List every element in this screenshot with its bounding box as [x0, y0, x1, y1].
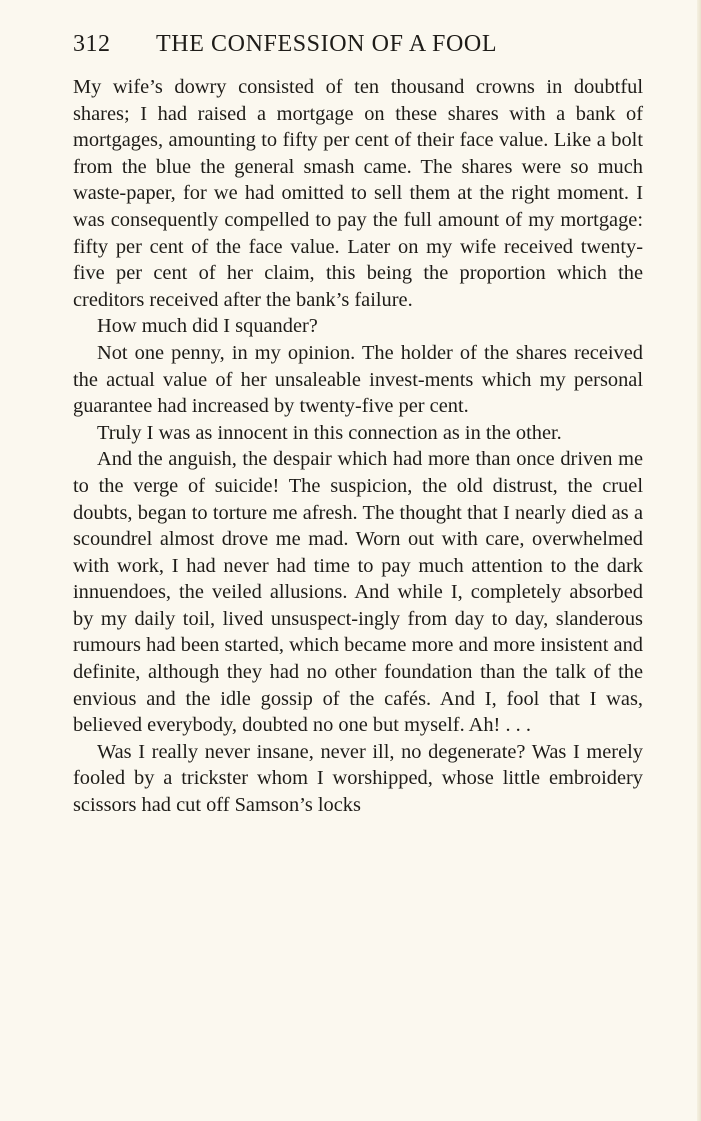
paragraph: How much did I squander? [97, 315, 318, 338]
page-edge [697, 0, 701, 1121]
paragraph: Truly I was as innocent in this connection as in the other. [97, 421, 562, 444]
paragraph: And the anguish, the despair which had more than once driven me to the verge of suicide! The suspicion, the old distrust, the cruel doubts, began to torture me afresh. The thought that I nearly died as a scoundrel almost drove me mad. Worn out with care, overwhelmed with work, I had never had time to pay much attention to the dark innuendoes, the veiled allusions. And while I, completely absorbed by my daily toil, lived unsuspect-ingly from day to day, slanderous rumours had been started, which became more and more insistent and definite, although they had no other foundation than the talk of the envious and the idle gossip of the cafés. And I, fool that I was, believed everybody, doubted no one but myself. Ah! . . . [73, 448, 643, 737]
paragraph: My wife’s dowry consisted of ten thousand crowns in doubtful shares; I had raised a mortgage on these shares with a bank of mortgages, amounting to fifty per cent of their face value. Like a bolt from the blue the general smash came. The shares were so much waste-paper, for we had omitted to sell them at the right moment. I was consequently compelled to pay the full amount of my mortgage: fifty per cent of the face value. Later on my wife received twenty-five per cent of her claim, this being the proportion which the creditors received after the bank’s failure. [73, 76, 643, 311]
page-number: 312 [73, 31, 111, 57]
running-title: THE CONFESSION OF A FOOL [156, 31, 498, 57]
page-header [73, 28, 643, 62]
paragraph: Was I really never insane, never ill, no degenerate? Was I merely fooled by a trickster whom I worshipped, whose little embroidery scissors had cut off Samson’s locks [73, 740, 643, 817]
body-text [73, 74, 643, 819]
paragraph: Not one penny, in my opinion. The holder of the shares received the actual value of her unsaleable invest-ments which my personal guarantee had increased by twenty-five per cent. [73, 341, 643, 418]
